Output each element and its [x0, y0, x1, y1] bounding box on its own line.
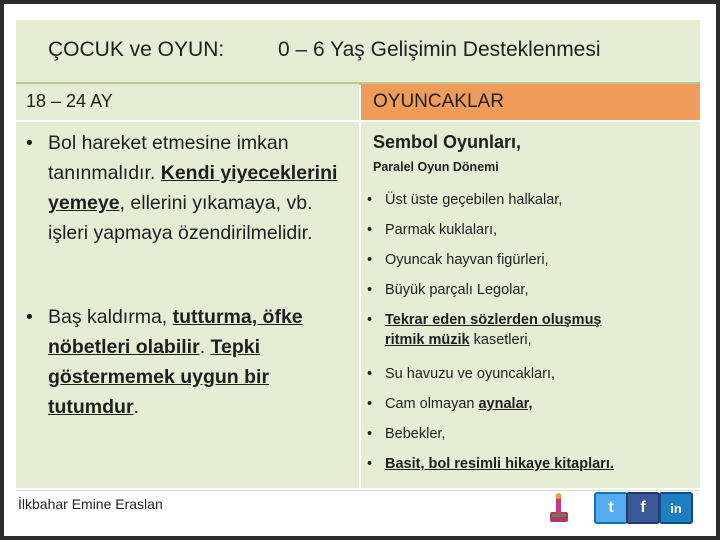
left-column-header-text: 18 – 24 AY	[26, 91, 113, 111]
bullet-icon: •	[367, 252, 373, 268]
text-run: Cam olmayan	[385, 396, 479, 412]
text-run-underlined: tutturma, öfke nöbetleri olabilir	[48, 306, 303, 358]
toy-item-text	[367, 454, 693, 474]
toy-item-text: Bebekler,	[385, 426, 446, 442]
left-bullet-1-text	[26, 128, 354, 248]
text-run: Bol hareket etmesine imkan tanınmalıdır.	[48, 132, 289, 184]
toy-item	[367, 424, 693, 444]
text-run-underlined: aynalar,	[478, 396, 533, 412]
left-column	[16, 122, 359, 488]
toy-item-text-line2	[367, 330, 693, 350]
bullet-icon: •	[26, 132, 33, 154]
facebook-icon[interactable]: f	[626, 492, 660, 524]
title-right: 0 – 6 Yaş Gelişimin Desteklenmesi	[278, 38, 601, 61]
text-run-underlined: Tepki göstermemek uygun bir tutumdur	[48, 336, 270, 418]
toy-item-text: Üst üste geçebilen halkalar,	[385, 192, 563, 208]
linkedin-icon[interactable]: in	[659, 492, 693, 524]
toy-item-text	[367, 310, 693, 330]
text-run: , ellerini yıkamaya, vb. işleri yapmaya özendirilmelidir.	[48, 192, 313, 244]
toy-item	[367, 190, 693, 210]
toy-item	[367, 280, 693, 300]
bullet-icon: •	[367, 192, 373, 208]
text-run: kasetleri,	[469, 332, 532, 348]
bullet-icon: •	[367, 426, 373, 442]
text-run: .	[133, 396, 139, 418]
toy-item	[367, 250, 693, 270]
author-logo-icon	[548, 492, 570, 524]
footer-author: İlkbahar Emine Eraslan	[18, 496, 163, 512]
toy-item	[367, 220, 693, 240]
footer-divider	[16, 490, 700, 491]
title-bar	[16, 20, 700, 85]
toy-item-text: Parmak kuklaları,	[385, 222, 498, 238]
left-bullet-2-text	[26, 302, 354, 422]
toy-item-text: Oyuncak hayvan figürleri,	[385, 252, 549, 268]
text-run-underlined: Kendi yiyeceklerini yemeye	[48, 162, 338, 214]
toy-item-text: Büyük parçalı Legolar,	[385, 282, 529, 298]
bullet-icon: •	[26, 306, 33, 328]
bullet-icon: •	[367, 222, 373, 238]
bullet-icon: •	[367, 312, 373, 328]
left-bullet-2	[26, 302, 354, 422]
text-run-underlined: ritmik müzik	[385, 332, 470, 348]
toy-item	[367, 454, 693, 474]
twitter-icon[interactable]: t	[594, 492, 628, 524]
section-subtitle: Paralel Oyun Dönemi	[373, 160, 499, 174]
title-left: ÇOCUK ve OYUN:	[48, 38, 225, 61]
text-run-underlined: Basit, bol resimli hikaye kitapları.	[385, 456, 614, 472]
bullet-icon: •	[367, 456, 373, 472]
text-run-underlined: Tekrar eden sözlerden oluşmuş	[385, 312, 602, 328]
toy-item	[367, 310, 693, 350]
toy-item	[367, 394, 693, 414]
bullet-icon: •	[367, 282, 373, 298]
bullet-icon: •	[367, 366, 373, 382]
left-column-header	[16, 84, 359, 122]
toy-item-text	[367, 394, 693, 414]
left-bullet-1	[26, 128, 354, 248]
right-column	[361, 122, 700, 488]
right-column-header	[361, 84, 700, 120]
section-title: Sembol Oyunları,	[373, 132, 522, 152]
toy-item	[367, 364, 693, 384]
bullet-icon: •	[367, 396, 373, 412]
right-column-header-text: OYUNCAKLAR	[373, 91, 504, 112]
text-run: .	[199, 336, 211, 358]
text-run: Baş kaldırma,	[48, 306, 173, 328]
toy-item-text: Su havuzu ve oyuncakları,	[385, 366, 556, 382]
